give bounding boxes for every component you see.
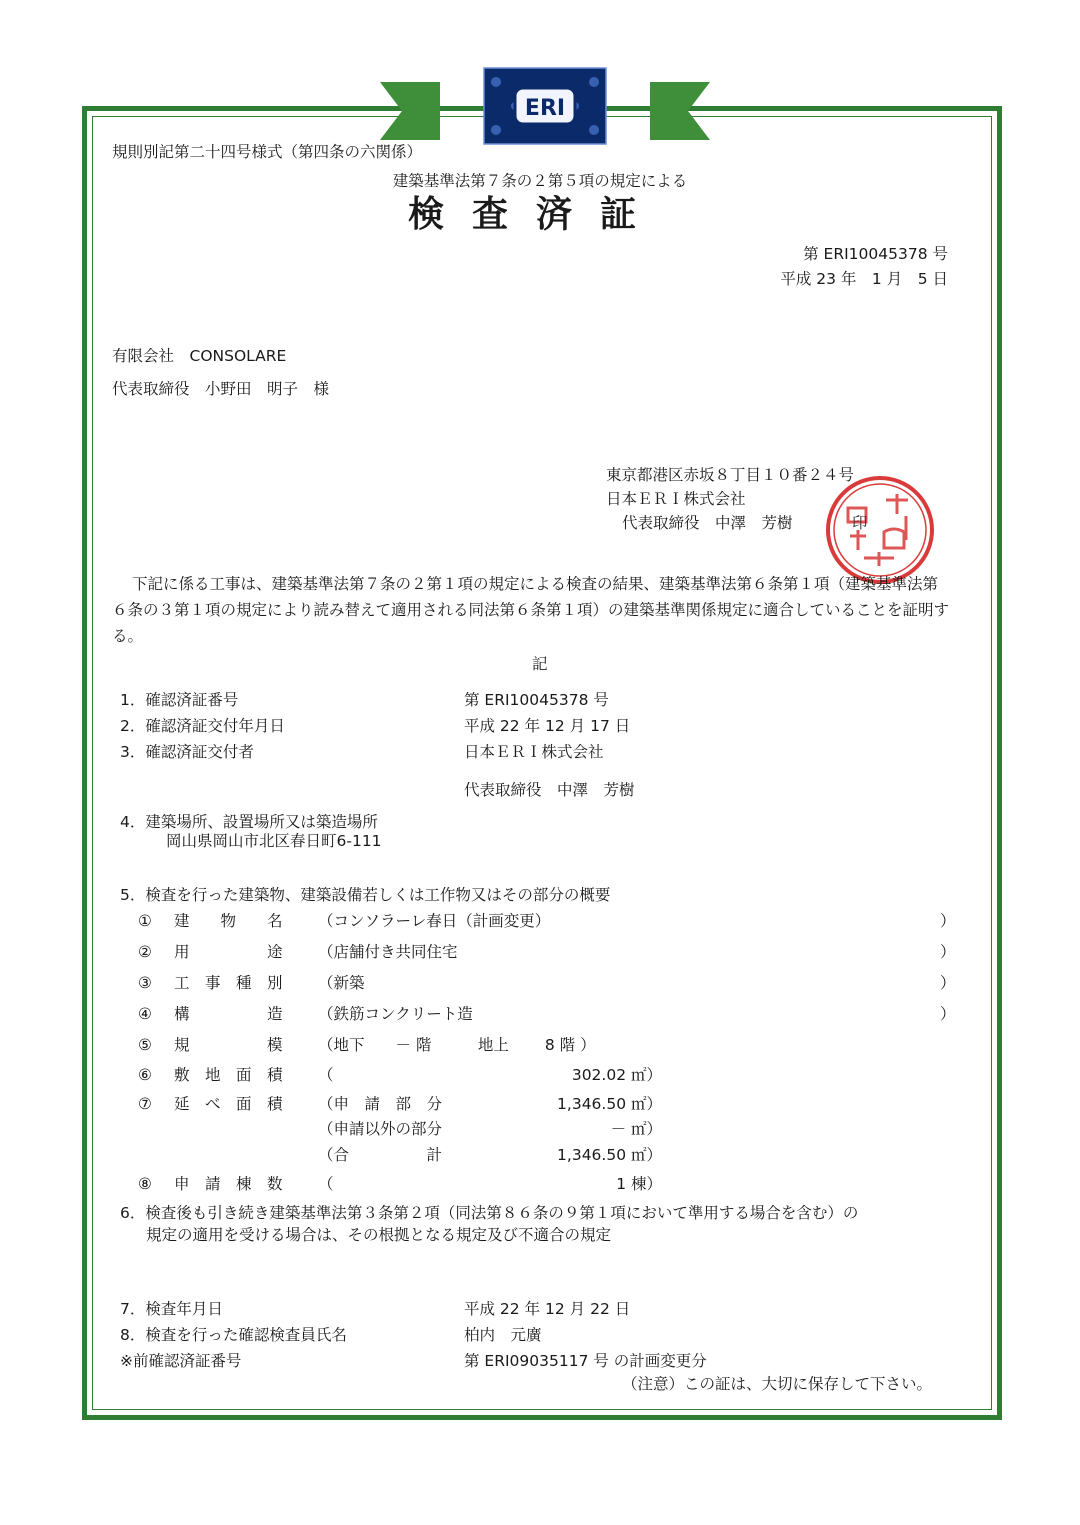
item5-row-value: （地下 － 階 地上 8 階 ） <box>318 1036 596 1054</box>
item5-row-value: （ <box>318 1066 334 1084</box>
item5-row-label: 規 模 <box>174 1036 283 1054</box>
item5-row-value: （新築 <box>318 974 365 992</box>
document-number: 第 ERI10045378 号 <box>803 245 948 263</box>
item6-label: 6．検査後も引き続き建築基準法第３条第２項（同法第８６条の９第１項において準用する場合を含む）の <box>120 1204 859 1222</box>
recipient-person: 代表取締役 小野田 明子 様 <box>112 380 330 398</box>
item5-row-label: 敷 地 面 積 <box>174 1066 283 1084</box>
form-reference: 規則別記第二十四号様式（第四条の六関係） <box>112 143 423 161</box>
item5-label: 5．検査を行った建築物、建築設備若しくは工作物又はその部分の概要 <box>120 886 611 904</box>
document-subtitle: 建築基準法第７条の２第５項の規定による <box>392 172 688 190</box>
item5-row-value: （申請以外の部分 <box>318 1120 443 1138</box>
item5-row-close-paren: ） <box>940 912 956 930</box>
item5-row-label: 用 途 <box>174 943 283 961</box>
item5-row-amount: 1,346.50 ㎡） <box>557 1146 662 1164</box>
document-title: 検査済証 <box>408 193 665 235</box>
item5-row-number: ④ <box>138 1005 152 1023</box>
certification-statement: 下記に係る工事は、建築基準法第７条の２第１項の規定による検査の結果、建築基準法第６条第１項（建築基準法第６条の３第１項の規定により読み替えて適用される同法第６条第１項）の建築基準関係規定に適合していることを証明する。 <box>112 575 950 645</box>
ki-heading: 記 <box>532 655 548 673</box>
item5-row-value: （コンソラーレ春日（計画変更） <box>318 912 551 930</box>
item5-row-number: ② <box>138 943 152 961</box>
issuer-address: 東京都港区赤坂８丁目１０番２４号 <box>606 466 855 484</box>
item5-row-close-paren: ） <box>940 943 956 961</box>
item5-row-value: （ <box>318 1175 334 1193</box>
issuer-company: 日本ＥＲＩ株式会社 <box>606 490 746 508</box>
item5-row-close-paren: ） <box>940 1005 956 1023</box>
item5-row-number: ① <box>138 912 152 930</box>
item5-row-value: （鉄筋コンクリート造 <box>318 1005 473 1023</box>
item2-label: 2．確認済証交付年月日 <box>120 717 285 735</box>
preservation-note: （注意）この証は、大切に保存して下さい。 <box>621 1375 932 1393</box>
item5-row-value: （申 請 部 分 <box>318 1095 443 1113</box>
item5-row-number: ⑦ <box>138 1095 152 1113</box>
eri-emblem-text: ERI <box>524 96 566 121</box>
item5-row-number: ③ <box>138 974 152 992</box>
recipient-company: 有限会社 CONSOLARE <box>112 347 287 365</box>
document-date: 平成 23 年 1 月 5 日 <box>780 270 948 288</box>
item5-row-amount: 1 棟） <box>616 1175 662 1193</box>
item5-row-amount: － ㎡） <box>610 1120 662 1138</box>
item3-label: 3．確認済証交付者 <box>120 743 254 761</box>
item1-value: 第 ERI10045378 号 <box>464 691 609 709</box>
item7-value: 平成 22 年 12 月 22 日 <box>464 1300 631 1318</box>
item5-row-label: 工 事 種 別 <box>174 974 283 992</box>
item3-value-representative: 代表取締役 中澤 芳樹 <box>464 781 635 799</box>
item5-row-label: 構 造 <box>174 1005 283 1023</box>
item5-row-label: 延 べ 面 積 <box>174 1095 283 1113</box>
eri-emblem-logo <box>380 62 710 150</box>
item5-row-number: ⑤ <box>138 1036 152 1054</box>
previous-certificate-label: ※前確認済証番号 <box>120 1352 242 1370</box>
item5-row-value: （店舗付き共同住宅 <box>318 943 458 961</box>
item4-value: 岡山県岡山市北区春日町6-111 <box>166 832 382 850</box>
issuer-representative: 代表取締役 中澤 芳樹 <box>622 514 793 532</box>
item5-row-close-paren: ） <box>940 974 956 992</box>
item2-value: 平成 22 年 12 月 17 日 <box>464 717 631 735</box>
item6-label-continued: 規定の適用を受ける場合は、その根拠となる規定及び不適合の規定 <box>146 1226 612 1244</box>
seal-mark: 印 <box>852 514 868 532</box>
item8-label: 8．検査を行った確認検査員氏名 <box>120 1326 347 1344</box>
item4-label: 4．建築場所、設置場所又は築造場所 <box>120 813 378 831</box>
item5-row-label: 申 請 棟 数 <box>174 1175 283 1193</box>
item5-row-amount: 1,346.50 ㎡） <box>557 1095 662 1113</box>
item5-row-number: ⑧ <box>138 1175 152 1193</box>
previous-certificate-value: 第 ERI09035117 号 の計画変更分 <box>464 1352 707 1370</box>
company-seal-stamp <box>824 474 936 586</box>
item7-label: 7．検査年月日 <box>120 1300 223 1318</box>
item5-row-value: （合 計 <box>318 1146 443 1164</box>
item1-label: 1．確認済証番号 <box>120 691 239 709</box>
item5-row-number: ⑥ <box>138 1066 152 1084</box>
item5-row-label: 建 物 名 <box>174 912 283 930</box>
item3-value: 日本ＥＲＩ株式会社 <box>464 743 604 761</box>
item5-row-amount: 302.02 ㎡） <box>571 1066 662 1084</box>
item8-value: 柏内 元廣 <box>464 1326 542 1344</box>
